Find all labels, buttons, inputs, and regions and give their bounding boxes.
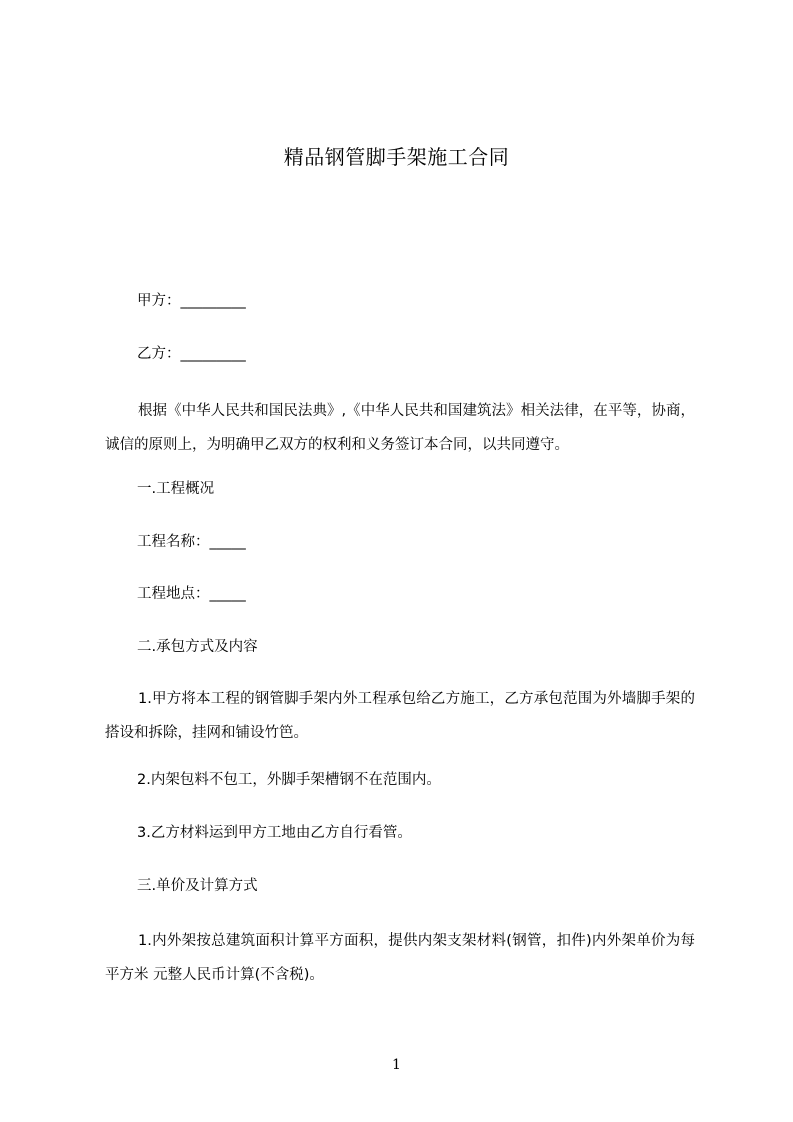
party-b-line: 乙方：_________ <box>137 346 246 362</box>
preamble-paragraph: 根据《中华人民共和国民法典》,《中华人民共和国建筑法》相关法律，在平等，协商，诚信的原则上，为明确甲乙双方的权利和义务签订本合同，以共同遵守。 <box>105 403 695 453</box>
document-title: 精品钢管脚手架施工合同 <box>283 145 510 169</box>
section-3-heading: 三.单价及计算方式 <box>137 878 258 894</box>
project-location-line: 工程地点：_____ <box>137 586 246 602</box>
page-number: 1 <box>392 1057 401 1073</box>
section-2-heading: 二.承包方式及内容 <box>137 639 258 655</box>
section-3-item-1: 1.内外架按总建筑面积计算平方面积，提供内架支架材料(钢管，扣件)内外架单价为每平方米 元整人民币计算(不含税)。 <box>105 933 695 983</box>
party-a-line: 甲方：_________ <box>137 293 246 309</box>
section-2-item-2: 2.内架包料不包工，外脚手架槽钢不在范围内。 <box>137 772 441 788</box>
section-2-item-3: 3.乙方材料运到甲方工地由乙方自行看管。 <box>137 825 412 841</box>
section-1-heading: 一.工程概况 <box>137 481 215 497</box>
project-name-line: 工程名称：_____ <box>137 534 246 550</box>
section-2-item-1: 1.甲方将本工程的钢管脚手架内外工程承包给乙方施工，乙方承包范围为外墙脚手架的搭设和拆除，挂网和铺设竹笆。 <box>105 691 695 741</box>
